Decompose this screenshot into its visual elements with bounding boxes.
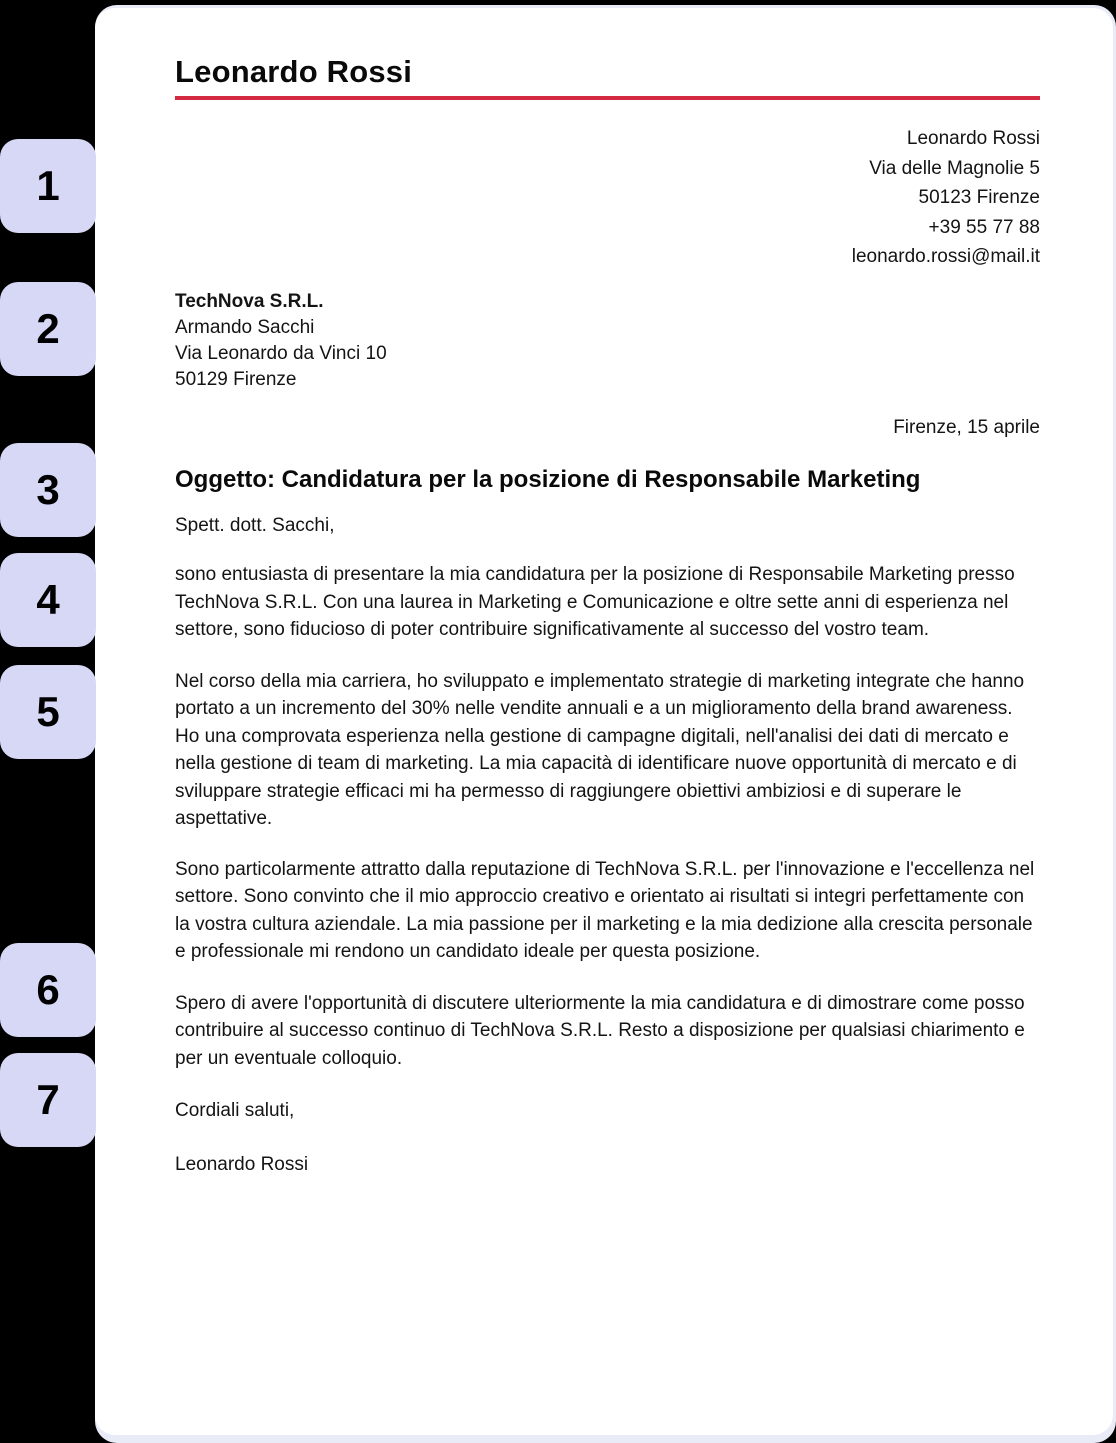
sender-phone: +39 55 77 88 bbox=[928, 216, 1040, 238]
sender-email: leonardo.rossi@mail.it bbox=[851, 246, 1040, 267]
recipient-address-block bbox=[175, 289, 1040, 393]
step-badge-7[interactable]: 7 bbox=[0, 1053, 96, 1147]
sender-name: Leonardo Rossi bbox=[906, 128, 1040, 149]
closing-line: Cordiali saluti, bbox=[175, 1100, 295, 1121]
salutation: Spett. dott. Sacchi, bbox=[175, 514, 335, 536]
sender-city: 50123 Firenze bbox=[918, 187, 1040, 208]
header-rule bbox=[175, 96, 1040, 100]
letter-page bbox=[95, 8, 1113, 1435]
date-line: Firenze, 15 aprile bbox=[893, 416, 1040, 438]
sender-street: Via delle Magnolie 5 bbox=[869, 157, 1040, 179]
subject-line: Oggetto: Candidatura per la posizione di Responsabile Marketing bbox=[175, 465, 921, 493]
recipient-city: 50129 Firenze bbox=[175, 368, 297, 390]
paragraph-outro: Spero di avere l'opportunità di discutere ulteriormente la mia candidatura e di dimostrare come posso contribuire al successo continuo di TechNova S.R.L. Resto a disposizione per qualsiasi chiarimento e per un eventuale colloquio. bbox=[175, 992, 1025, 1069]
signature-name: Leonardo Rossi bbox=[175, 1153, 309, 1175]
step-badge-4[interactable]: 4 bbox=[0, 553, 96, 647]
step-badge-5[interactable]: 5 bbox=[0, 665, 96, 759]
letter-header-name: Leonardo Rossi bbox=[175, 54, 413, 89]
sender-address-block bbox=[175, 124, 1040, 272]
paragraph-experience: Nel corso della mia carriera, ho sviluppato e implementato strategie di marketing integrate che hanno portato a un incremento del 30% nelle vendite annuali e a un miglioramento della brand awareness. Ho una comprovata esperienza nella gestione di campagne digitali, nell'analisi dei dati di mercato e nella gestione di team di marketing. La mia capacità di identificare nuove opportunità di mercato e di sviluppare strategie efficaci mi ha permesso di raggiungere obiettivi ambiziosi e di superare le aspettative. bbox=[175, 670, 1025, 829]
step-badge-2[interactable]: 2 bbox=[0, 282, 96, 376]
step-badge-3[interactable]: 3 bbox=[0, 443, 96, 537]
recipient-contact: Armando Sacchi bbox=[175, 316, 315, 338]
paragraph-intro: sono entusiasta di presentare la mia candidatura per la posizione di Responsabile Marketing presso TechNova S.R.L. Con una laurea in Marketing e Comunicazione e oltre sette anni di esperienza nel settore, sono fiducioso di poter contribuire significativamente al successo del vostro team. bbox=[175, 564, 1015, 640]
step-badge-6[interactable]: 6 bbox=[0, 943, 96, 1037]
recipient-company: TechNova S.R.L. bbox=[175, 290, 324, 312]
recipient-street: Via Leonardo da Vinci 10 bbox=[175, 342, 387, 364]
step-badge-1[interactable]: 1 bbox=[0, 139, 96, 233]
paragraph-motivation: Sono particolarmente attratto dalla reputazione di TechNova S.R.L. per l'innovazione e l'eccellenza nel settore. Sono convinto che il mio approccio creativo e orientato ai risultati si integri perfettamente con la vostra cultura aziendale. La mia passione per il marketing e la mia dedizione alla crescita personale e professionale mi rendono un candidato ideale per questa posizione. bbox=[175, 858, 1035, 962]
